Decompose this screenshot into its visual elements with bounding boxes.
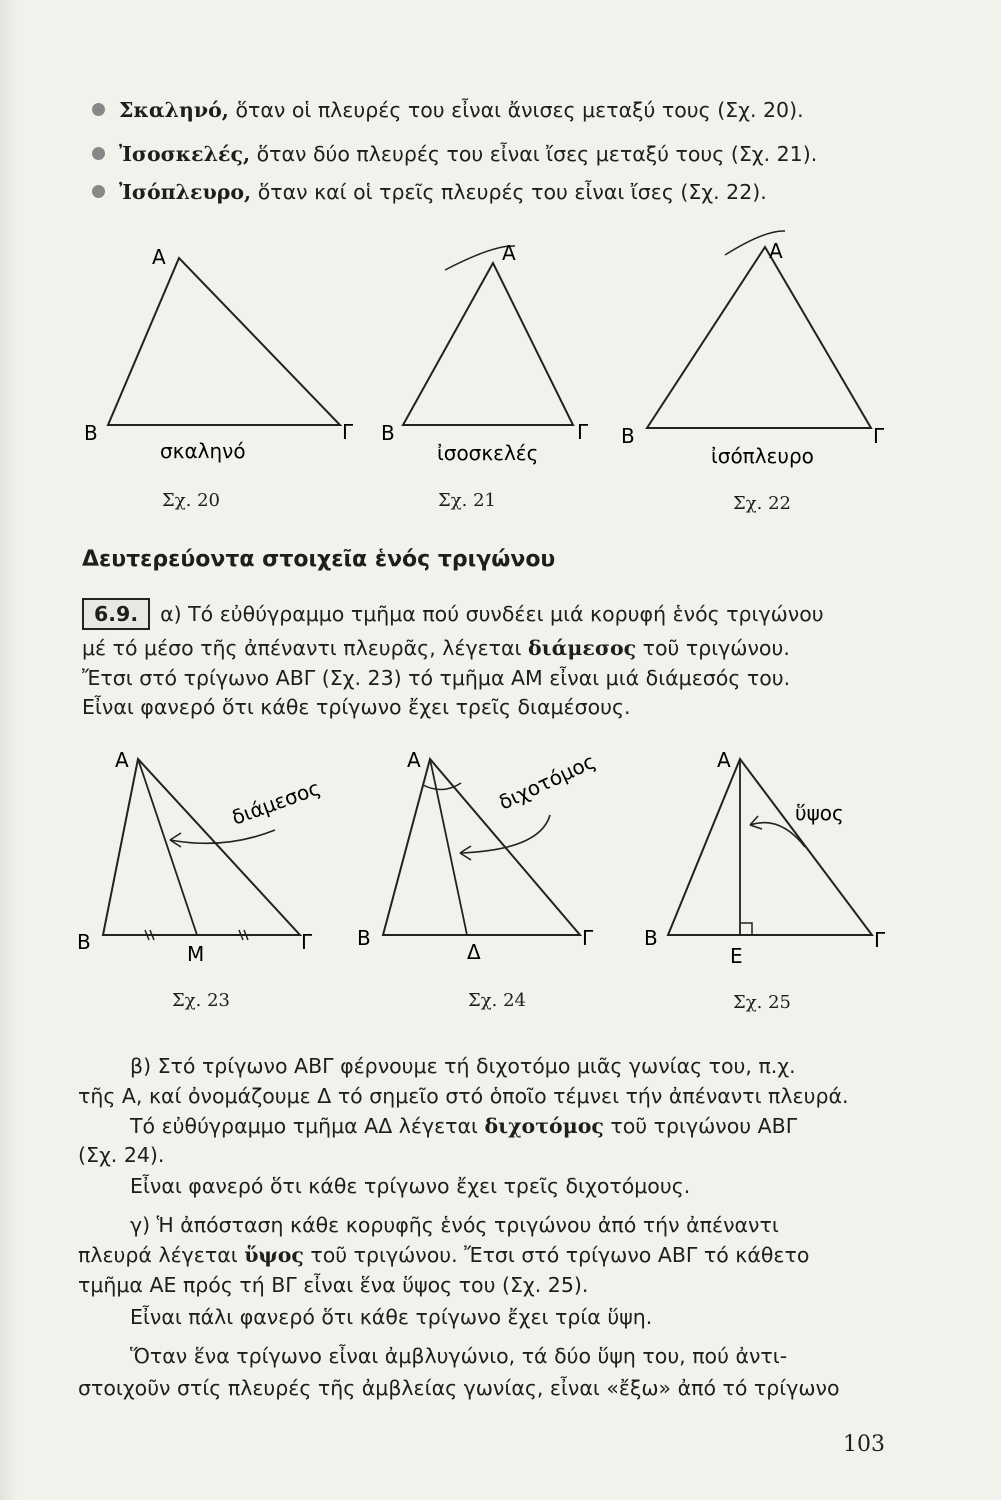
figure-isosceles [375, 230, 615, 470]
vertex-a-label: Α [115, 748, 129, 772]
vertex-a-label: Α [152, 245, 166, 269]
altitude-label: ὕψος [795, 801, 844, 825]
foot-e-label: Ε [730, 944, 743, 968]
para-c-line6: στοιχοῦν στίς πλευρές τῆς ἀμβλείας γωνίας, εἶναι «ἔξω» ἀπό τό τρίγωνο [78, 1376, 840, 1400]
vertex-b-label: Β [357, 926, 371, 950]
vertex-b-label: Β [77, 930, 91, 954]
figure-scalene [80, 240, 370, 470]
figure-median [75, 745, 335, 970]
vertex-b-label: Β [644, 926, 658, 950]
vertex-b-label: Β [621, 424, 635, 448]
vertex-g-label: Γ [874, 928, 886, 952]
figure-altitude [640, 745, 900, 970]
para-b-line1: β) Στό τρίγωνο ΑΒΓ φέρνουμε τή διχοτόμο μιᾶς γωνίας του, π.χ. [130, 1054, 796, 1078]
type-isosceles: Ἰσοσκελές, ὅταν δύο πλευρές του εἶναι ἴσες μεταξύ τους (Σχ. 21). [92, 140, 817, 168]
para-b-line5: Εἶναι φανερό ὅτι κάθε τρίγωνο ἔχει τρεῖς διχοτόμους. [130, 1174, 691, 1198]
vertex-a-label: Α [769, 239, 783, 263]
bisector-label: διχοτόμος [494, 748, 600, 815]
para-6-9-line1: 6.9. α) Τό εὐθύγραμμο τμῆμα πού συνδέει μιά κορυφή ἑνός τριγώνου [82, 598, 824, 630]
caption-fig23: Σχ. 23 [172, 990, 230, 1011]
point-d-label: Δ [467, 940, 481, 964]
page-edge [0, 0, 18, 1500]
para-c-line2: πλευρά λέγεται ὕψος τοῦ τριγώνου. Ἔτσι στό τρίγωνο ΑΒΓ τό κάθετο [78, 1243, 810, 1267]
para-c-line4: Εἶναι πάλι φανερό ὅτι κάθε τρίγωνο ἔχει τρία ὕψη. [130, 1305, 653, 1329]
vertex-a-label: Α [717, 748, 731, 772]
caption-fig24: Σχ. 24 [468, 990, 526, 1011]
vertex-a-label: Α [502, 241, 516, 265]
figure-label: ἰσόπλευρο [711, 444, 814, 468]
para-b-line3: Τό εὐθύγραμμο τμῆμα ΑΔ λέγεται διχοτόμος τοῦ τριγώνου ΑΒΓ [130, 1114, 798, 1138]
figure-bisector [355, 745, 615, 970]
midpoint-m-label: Μ [187, 942, 205, 966]
vertex-g-label: Γ [873, 424, 885, 448]
para-c-line1: γ) Ἡ ἀπόσταση κάθε κορυφῆς ἑνός τριγώνου ἀπό τήν ἀπέναντι [130, 1213, 779, 1237]
vertex-g-label: Γ [301, 930, 313, 954]
caption-fig25: Σχ. 25 [733, 992, 791, 1013]
type-equilateral: Ἰσόπλευρο, ὅταν καί οἱ τρεῖς πλευρές του εἶναι ἴσες (Σχ. 22). [92, 178, 767, 206]
paragraph-number: 6.9. [82, 598, 150, 630]
vertex-g-label: Γ [582, 926, 594, 950]
figure-equilateral [615, 225, 905, 470]
bullet-icon [92, 185, 105, 198]
section-title: Δευτερεύοντα στοιχεῖα ἑνός τριγώνου [82, 547, 556, 572]
para-b-line2: τῆς Α, καί ὀνομάζουμε Δ τό σημεῖο στό ὁποῖο τέμνει τήν ἀπέναντι πλευρά. [78, 1084, 849, 1108]
para-6-9-line2: μέ τό μέσο τῆς ἀπέναντι πλευρᾶς, λέγεται διάμεσος τοῦ τριγώνου. [82, 636, 790, 660]
type-scalene: Σκαληνό, ὅταν οἱ πλευρές του εἶναι ἄνισες μεταξύ τους (Σχ. 20). [92, 96, 804, 124]
median-label: διάμεσος [228, 775, 324, 830]
caption-fig22: Σχ. 22 [733, 493, 791, 514]
vertex-b-label: Β [84, 421, 98, 445]
para-6-9-line3: Ἔτσι στό τρίγωνο ΑΒΓ (Σχ. 23) τό τμῆμα ΑΜ εἶναι μιά διάμεσός του. [82, 666, 791, 690]
vertex-b-label: Β [381, 421, 395, 445]
para-6-9-line4: Εἶναι φανερό ὅτι κάθε τρίγωνο ἔχει τρεῖς διαμέσους. [82, 695, 631, 719]
vertex-a-label: Α [407, 748, 421, 772]
para-b-line4: (Σχ. 24). [78, 1143, 165, 1167]
figure-label: σκαληνό [160, 439, 246, 463]
bullet-icon [92, 103, 105, 116]
caption-fig20: Σχ. 20 [162, 490, 220, 511]
page-number: 103 [843, 1432, 885, 1457]
figure-label: ἰσοσκελές [437, 441, 539, 465]
para-c-line5: Ὅταν ἕνα τρίγωνο εἶναι ἀμβλυγώνιο, τά δύο ὕψη του, πού ἀντι- [130, 1344, 788, 1368]
bullet-icon [92, 147, 105, 160]
caption-fig21: Σχ. 21 [438, 490, 496, 511]
para-c-line3: τμῆμα ΑΕ πρός τή ΒΓ εἶναι ἕνα ὕψος του (Σχ. 25). [78, 1273, 589, 1297]
vertex-g-label: Γ [577, 420, 589, 444]
vertex-g-label: Γ [342, 420, 354, 444]
